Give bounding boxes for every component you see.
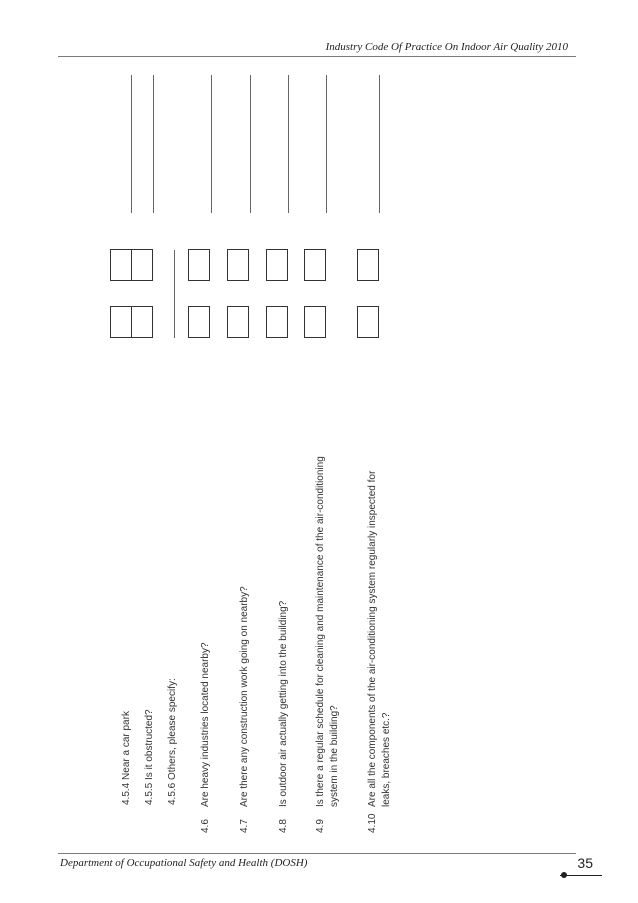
question-4-5-4 (120, 711, 134, 805)
answer-checkbox-4-9-no[interactable] (304, 249, 326, 281)
question-text: Are there any construction work going on nearby? (239, 586, 250, 807)
remarks-line-4-5-5[interactable] (153, 75, 154, 213)
remarks-line-4-7[interactable] (250, 75, 251, 213)
remarks-line-4-10[interactable] (379, 75, 380, 213)
question-number: 4.6 (200, 819, 211, 833)
question-4-5-5 (143, 709, 157, 805)
answer-checkbox-4-8-yes[interactable] (266, 306, 288, 338)
question-4-10 (366, 471, 394, 833)
question-number: 4.5.4 (121, 782, 132, 805)
question-4-5-6 (166, 678, 180, 805)
answer-checkbox-4-10-no[interactable] (357, 249, 379, 281)
question-text: Is it obstructed? (144, 709, 155, 780)
answer-checkbox-4-9-yes[interactable] (304, 306, 326, 338)
question-text: Are heavy industries located nearby? (200, 642, 211, 807)
question-text-continued: system in the building? (329, 705, 340, 807)
question-number: 4.8 (278, 819, 289, 833)
answer-checkbox-4-10-yes[interactable] (357, 306, 379, 338)
question-number: 4.5.5 (144, 782, 155, 805)
question-text: Near a car park (121, 711, 132, 780)
answer-checkbox-4-5-5-no[interactable] (131, 249, 153, 281)
question-number: 4.5.6 (167, 782, 178, 805)
answer-checkbox-4-6-no[interactable] (188, 249, 210, 281)
question-4-6 (199, 642, 213, 833)
question-number: 4.10 (367, 813, 378, 833)
header-divider (58, 56, 576, 57)
question-text: Is outdoor air actually getting into the building? (278, 600, 289, 807)
page-number: 35 (577, 855, 593, 871)
question-text: Is there a regular schedule for cleaning and maintenance of the air-conditioning (315, 456, 326, 807)
question-number: 4.7 (239, 819, 250, 833)
remarks-line-4-6[interactable] (211, 75, 212, 213)
question-text: Others, please specify: (167, 678, 178, 780)
header-title: Industry Code Of Practice On Indoor Air Quality 2010 (325, 41, 568, 53)
answer-checkbox-4-5-4-yes[interactable] (110, 306, 132, 338)
remarks-line-4-5-4[interactable] (131, 75, 132, 213)
remarks-line-4-8[interactable] (288, 75, 289, 213)
question-number: 4.9 (315, 819, 326, 833)
remarks-line-4-9[interactable] (326, 75, 327, 213)
answer-checkbox-4-5-5-yes[interactable] (131, 306, 153, 338)
question-text-continued: leaks, breaches etc.? (381, 712, 392, 807)
footer-divider (58, 853, 576, 854)
answer-checkbox-4-5-4-no[interactable] (110, 249, 132, 281)
page-number-dot-icon (561, 872, 567, 878)
question-4-9 (314, 456, 342, 833)
footer-department: Department of Occupational Safety and Health (DOSH) (60, 857, 308, 869)
answer-checkbox-4-7-yes[interactable] (227, 306, 249, 338)
question-4-8 (277, 601, 291, 833)
question-text: Are all the components of the air-conditioning system regularly inspected for (367, 470, 378, 807)
specify-line-4-5-6[interactable] (174, 250, 175, 338)
question-4-7 (238, 586, 252, 833)
answer-checkbox-4-8-no[interactable] (266, 249, 288, 281)
answer-checkbox-4-6-yes[interactable] (188, 306, 210, 338)
answer-checkbox-4-7-no[interactable] (227, 249, 249, 281)
